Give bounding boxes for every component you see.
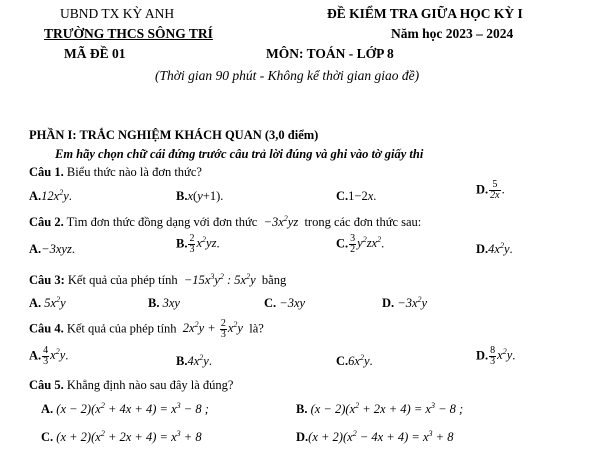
question-5-text: Khẳng định nào sau đây là đúng? [63, 378, 234, 392]
part1-title: PHẦN I: TRẮC NGHIỆM KHÁCH QUAN (3,0 điểm) [29, 128, 319, 142]
q2-option-a: A.−3xyz. [29, 242, 75, 256]
question-5 [29, 378, 234, 393]
q5-option-c: C. $(x + 2)(x^2 + 2x + 4) = x^3 + 8$ [41, 429, 202, 444]
question-1-text: Biểu thức nào là đơn thức? [63, 165, 202, 179]
question-5-label: Câu 5. [29, 378, 64, 392]
q3-option-b: B. 3xy [148, 296, 180, 310]
question-1-label: Câu 1. [29, 165, 64, 179]
q4-option-c: $C.6x^2y$. [336, 353, 373, 368]
q1-option-a: $A.12x^2y$. [29, 188, 72, 203]
q3-option-c: C. −3xy [264, 296, 306, 310]
question-3-label: Câu 3: [29, 273, 65, 287]
q1-option-b: B.x(y+1). [176, 189, 224, 203]
q5-option-d: $D.(x + 2)(x^2 - 4x + 4) = x^3 + 8$ [296, 429, 454, 444]
question-4: Câu 4. Kết quả của phép tính $2x^2y$ + $\frac{2}{3}$ $x^2y$ là? [29, 318, 264, 340]
question-2-label: Câu 2. [29, 215, 64, 229]
part1-instruction: Em hãy chọn chữ cái đứng trước câu trả lời đúng và ghi vào tờ giấy thi [55, 147, 424, 161]
time-note: (Thời gian 90 phút - Không kể thời gian giao đề) [155, 68, 420, 83]
q4-option-a: A. $\frac{4}{3}$ $x^2y$. [29, 345, 69, 367]
question-4-label: Câu 4. [29, 321, 64, 336]
q2-option-d: $D.4x^2y$. [476, 241, 513, 256]
school-name: TRƯỜNG THCS SÔNG TRÍ [44, 26, 213, 41]
q1-option-d: D. $\frac{5}{2x}$ . [476, 179, 505, 201]
subject-line: MÔN: TOÁN - LỚP 8 [266, 46, 394, 61]
q5-option-b: B. $(x - 2)(x^2 + 2x + 4) = x^3 - 8$ ; [296, 401, 464, 416]
q2-option-b: B. $\frac{2}{3}$ $x^2yz$. [176, 233, 220, 255]
q3-option-d: D. $-3x^2y$ [382, 295, 428, 310]
q2-option-c: C. $\frac{3}{2}$ $y^2zx^2$. [336, 233, 385, 255]
exam-title: ĐỀ KIỂM TRA GIỮA HỌC KỲ I [327, 6, 523, 21]
question-2: Câu 2. Tìm đơn thức đồng dạng với đơn thức $-3x^2yz$ trong các đơn thức sau: [29, 214, 422, 229]
school-authority: UBND TX KỲ ANH [60, 6, 175, 21]
exam-code: MÃ ĐỀ 01 [64, 46, 126, 61]
q1-option-c: C.1−2x. [336, 189, 377, 203]
question-1 [29, 165, 202, 180]
q5-option-a: A. $(x - 2)(x^2 + 4x + 4) = x^3 - 8$ ; [41, 401, 209, 416]
q4-option-b: $B.4x^2y$. [176, 353, 212, 368]
school-year: Năm học 2023 – 2024 [391, 26, 514, 41]
question-3: Câu 3: Kết quả của phép tính $-15x^3y^2$ : $5x^2y$ bằng [29, 272, 287, 287]
q4-option-d: D. $\frac{8}{3}$ $x^2y$. [476, 345, 516, 367]
q3-option-a: A. $5x^2y$ [29, 295, 66, 310]
